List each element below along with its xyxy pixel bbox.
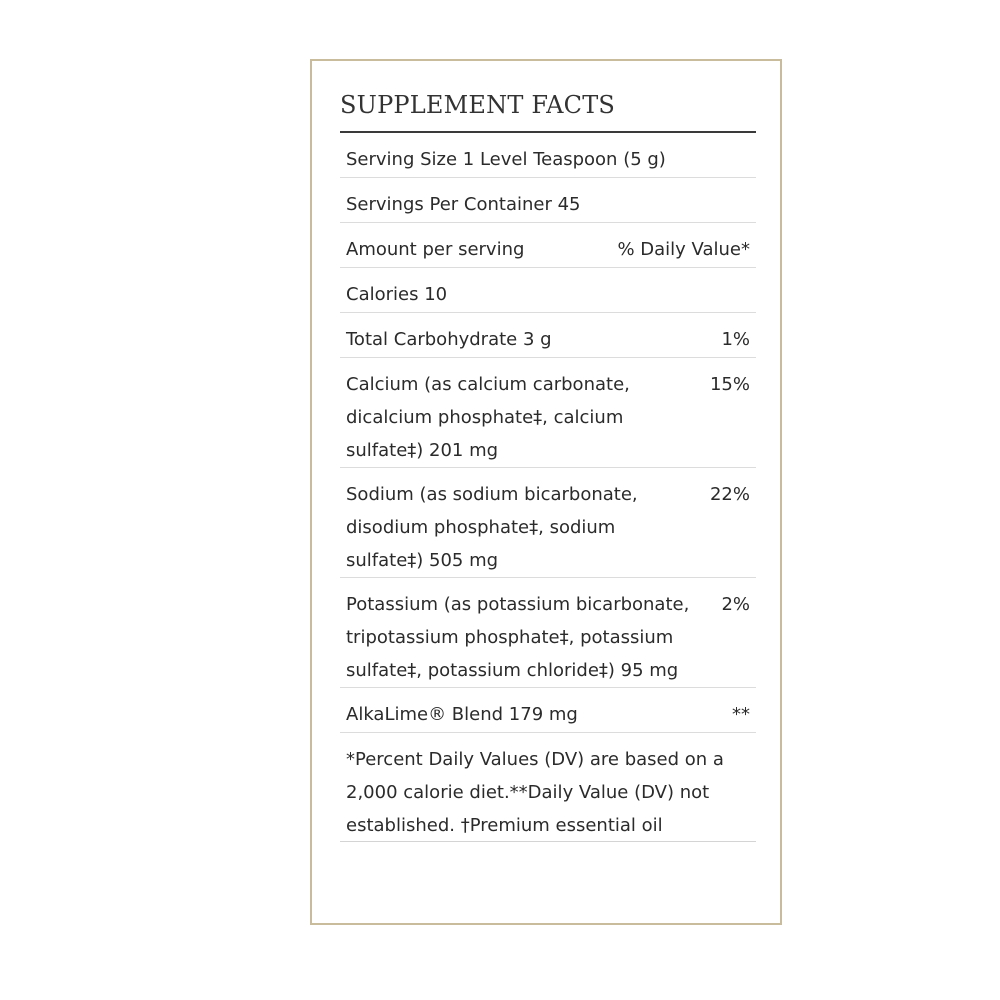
facts-table: [340, 133, 756, 842]
nutrient-row-sodium: [340, 468, 756, 578]
servings-per-container-row: [340, 178, 756, 223]
nutrient-dv: 22%: [709, 484, 750, 505]
nutrient-dv: 15%: [709, 374, 750, 395]
nutrient-dv: **: [732, 704, 750, 725]
nutrient-name: Sodium (as sodium bicarbonate, disodium phosphate‡, sodium sulfate‡) 505 mg: [346, 484, 638, 571]
nutrient-name: Total Carbohydrate 3 g: [346, 329, 552, 350]
footnote-row: [340, 733, 756, 842]
footnote: *Percent Daily Values (DV) are based on a 2,000 calorie diet.**Daily Value (DV) not established. †Premium essential oil: [346, 749, 724, 836]
serving-size: Serving Size 1 Level Teaspoon (5 g): [346, 149, 666, 170]
nutrient-name: Calcium (as calcium carbonate, dicalcium phosphate‡, calcium sulfate‡) 201 mg: [346, 374, 630, 461]
calories-row: [340, 268, 756, 313]
amount-header-row: [340, 223, 756, 268]
serving-size-row: [340, 133, 756, 178]
nutrient-name: AlkaLime® Blend 179 mg: [346, 704, 578, 725]
calories: Calories 10: [346, 284, 448, 305]
amount-header: Amount per serving: [346, 239, 525, 260]
nutrient-row-alkalime: [340, 688, 756, 733]
supplement-facts-panel: [310, 59, 782, 925]
nutrient-dv: 1%: [721, 329, 750, 350]
servings-per-container: Servings Per Container 45: [346, 194, 581, 215]
nutrient-row-carbohydrate: [340, 313, 756, 358]
nutrient-row-calcium: [340, 358, 756, 468]
nutrient-dv: 2%: [721, 594, 750, 615]
label-title: SUPPLEMENT FACTS: [340, 91, 616, 119]
nutrient-name: Potassium (as potassium bicarbonate, tripotassium phosphate‡, potassium sulfate‡, potassium chloride‡) 95 mg: [346, 594, 690, 681]
nutrient-row-potassium: [340, 578, 756, 688]
dv-header: % Daily Value*: [617, 239, 750, 260]
